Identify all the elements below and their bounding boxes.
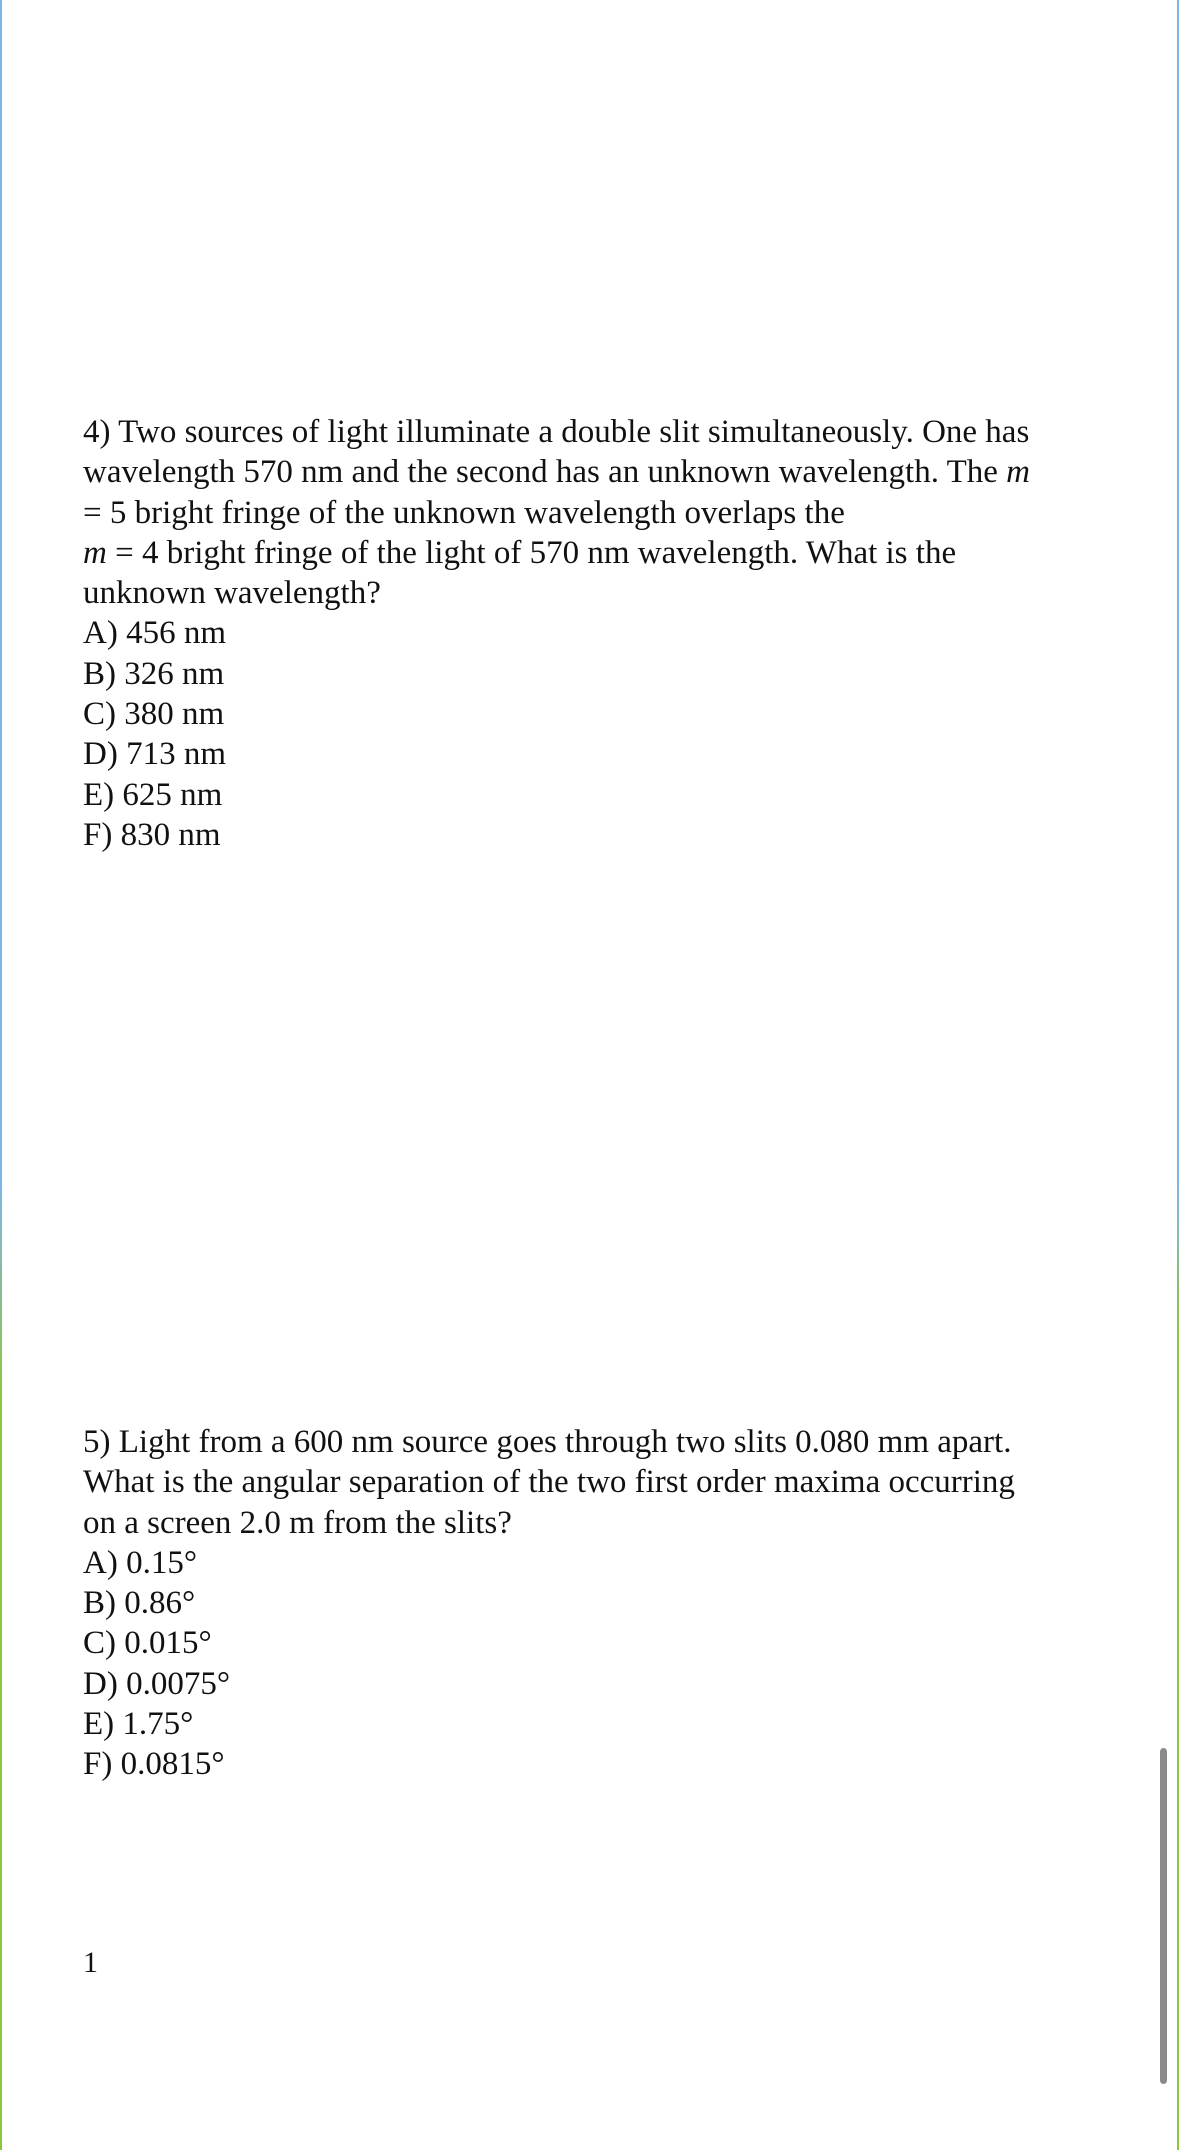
question-4 — [83, 412, 1093, 855]
answer-option: E) 625 nm — [83, 776, 223, 813]
question-5-line: on a screen 2.0 m from the slits? — [83, 1504, 512, 1541]
answer-option: C) 0.015° — [83, 1625, 212, 1662]
answer-option: D) 0.0075° — [83, 1665, 231, 1702]
question-4-line: 4) Two sources of light illuminate a double slit simultaneously. One has — [83, 414, 1030, 450]
left-edge-accent — [0, 0, 2, 2150]
answer-option: F) 0.0815° — [83, 1746, 225, 1783]
answer-option: D) 713 nm — [83, 736, 226, 773]
answer-option: E) 1.75° — [83, 1706, 194, 1743]
question-5-line: 5) Light from a 600 nm source goes through two slits 0.080 mm apart. — [83, 1424, 1012, 1460]
question-5 — [83, 1422, 1093, 1785]
answer-option: C) 380 nm — [83, 696, 225, 733]
question-4-options — [83, 613, 1093, 855]
question-5-stem — [83, 1422, 1093, 1543]
answer-option: B) 326 nm — [83, 655, 225, 692]
answer-option: A) 456 nm — [83, 615, 226, 652]
question-4-stem — [83, 412, 1093, 613]
variable-m: m — [83, 534, 107, 571]
answer-option: A) 0.15° — [83, 1544, 198, 1581]
question-4-line: wavelength 570 nm and the second has an unknown wavelength. The m — [83, 454, 1031, 491]
question-4-line: = 5 bright fringe of the unknown wavelength overlaps the — [83, 494, 845, 531]
answer-option: B) 0.86° — [83, 1585, 196, 1622]
question-4-line: unknown wavelength? — [83, 575, 381, 612]
question-5-line: What is the angular separation of the two first order maxima occurring — [83, 1464, 1015, 1501]
question-5-options — [83, 1543, 1093, 1785]
page-number: 1 — [83, 1946, 98, 1979]
variable-m: m — [1006, 454, 1031, 491]
answer-option: F) 830 nm — [83, 816, 221, 853]
vertical-scrollbar-thumb[interactable] — [1160, 1748, 1167, 2084]
question-4-line: m = 4 bright fringe of the light of 570 nm wavelength. What is the — [83, 534, 957, 571]
